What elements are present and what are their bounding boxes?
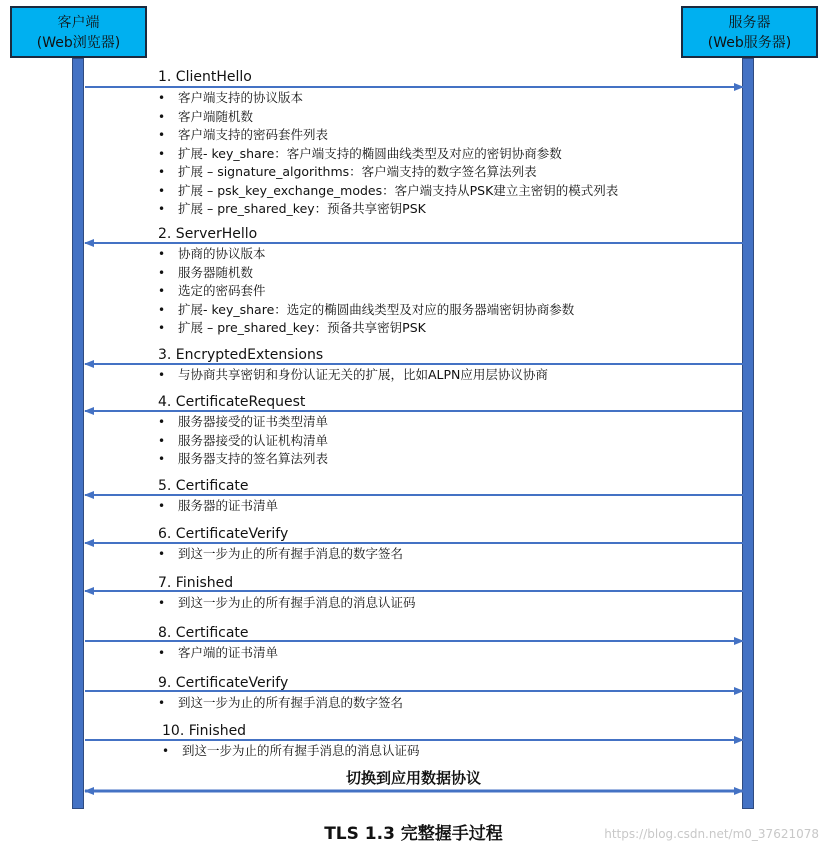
watermark: https://blog.csdn.net/m0_37621078 xyxy=(604,827,819,841)
message-title: 10. Finished xyxy=(162,723,247,739)
message-details xyxy=(158,366,548,385)
message-detail-item: • 客户端支持的协议版本 xyxy=(158,89,618,108)
client-subtitle: (Web浏览器) xyxy=(36,35,121,51)
message-details xyxy=(158,694,403,713)
message-details xyxy=(158,89,618,219)
message-title: 7. Finished xyxy=(158,575,234,591)
message-detail-item: • 扩展 – pre_shared_key：预备共享密钥PSK xyxy=(158,200,618,219)
client-name: 客户端 xyxy=(57,15,100,31)
message-details xyxy=(158,497,278,516)
message-detail-item: • 到这一步为止的所有握手消息的消息认证码 xyxy=(158,594,416,613)
server-subtitle: (Web服务器) xyxy=(707,35,792,51)
message-title: 8. Certificate xyxy=(158,625,249,641)
message-detail-item: • 服务器接受的证书类型清单 xyxy=(158,413,328,432)
message-detail-item: • 客户端支持的密码套件列表 xyxy=(158,126,618,145)
message-detail-item: • 与协商共享密钥和身份认证无关的扩展，比如ALPN应用层协议协商 xyxy=(158,366,548,385)
message-details xyxy=(158,644,278,663)
message-detail-item: • 服务器的证书清单 xyxy=(158,497,278,516)
message-detail-item: • 扩展- key_share：客户端支持的椭圆曲线类型及对应的密钥协商参数 xyxy=(158,145,618,164)
message-detail-item: • 到这一步为止的所有握手消息的数字签名 xyxy=(158,694,403,713)
message-details xyxy=(158,413,328,469)
message-detail-item: • 扩展 – psk_key_exchange_modes：客户端支持从PSK建立主密钥的模式列表 xyxy=(158,182,618,201)
message-detail-item: • 服务器接受的认证机构清单 xyxy=(158,432,328,451)
message-detail-item: • 扩展 – signature_algorithms：客户端支持的数字签名算法列表 xyxy=(158,163,618,182)
message-detail-item: • 到这一步为止的所有握手消息的消息认证码 xyxy=(162,742,420,761)
message-title: 9. CertificateVerify xyxy=(158,675,289,691)
server-name: 服务器 xyxy=(728,15,771,31)
message-details xyxy=(158,245,574,338)
message-detail-item: • 扩展- key_share：选定的椭圆曲线类型及对应的服务器端密钥协商参数 xyxy=(158,301,574,320)
message-detail-item: • 客户端的证书清单 xyxy=(158,644,278,663)
message-details xyxy=(162,742,420,761)
message-detail-item: • 选定的密码套件 xyxy=(158,282,574,301)
message-title: 1. ClientHello xyxy=(158,69,252,85)
switch-protocol-label: 切换到应用数据协议 xyxy=(345,769,481,787)
message-detail-item: • 到这一步为止的所有握手消息的数字签名 xyxy=(158,545,403,564)
message-title: 4. CertificateRequest xyxy=(158,394,306,410)
diagram-caption: TLS 1.3 完整握手过程 xyxy=(324,824,503,844)
message-detail-item: • 服务器随机数 xyxy=(158,264,574,283)
message-title: 3. EncryptedExtensions xyxy=(158,347,324,363)
message-detail-item: • 扩展 – pre_shared_key：预备共享密钥PSK xyxy=(158,319,574,338)
message-title: 5. Certificate xyxy=(158,478,249,494)
message-title: 6. CertificateVerify xyxy=(158,526,289,542)
message-detail-item: • 服务器支持的签名算法列表 xyxy=(158,450,328,469)
message-title: 2. ServerHello xyxy=(158,226,258,242)
message-details xyxy=(158,545,403,564)
message-detail-item: • 客户端随机数 xyxy=(158,108,618,127)
message-detail-item: • 协商的协议版本 xyxy=(158,245,574,264)
message-details xyxy=(158,594,416,613)
